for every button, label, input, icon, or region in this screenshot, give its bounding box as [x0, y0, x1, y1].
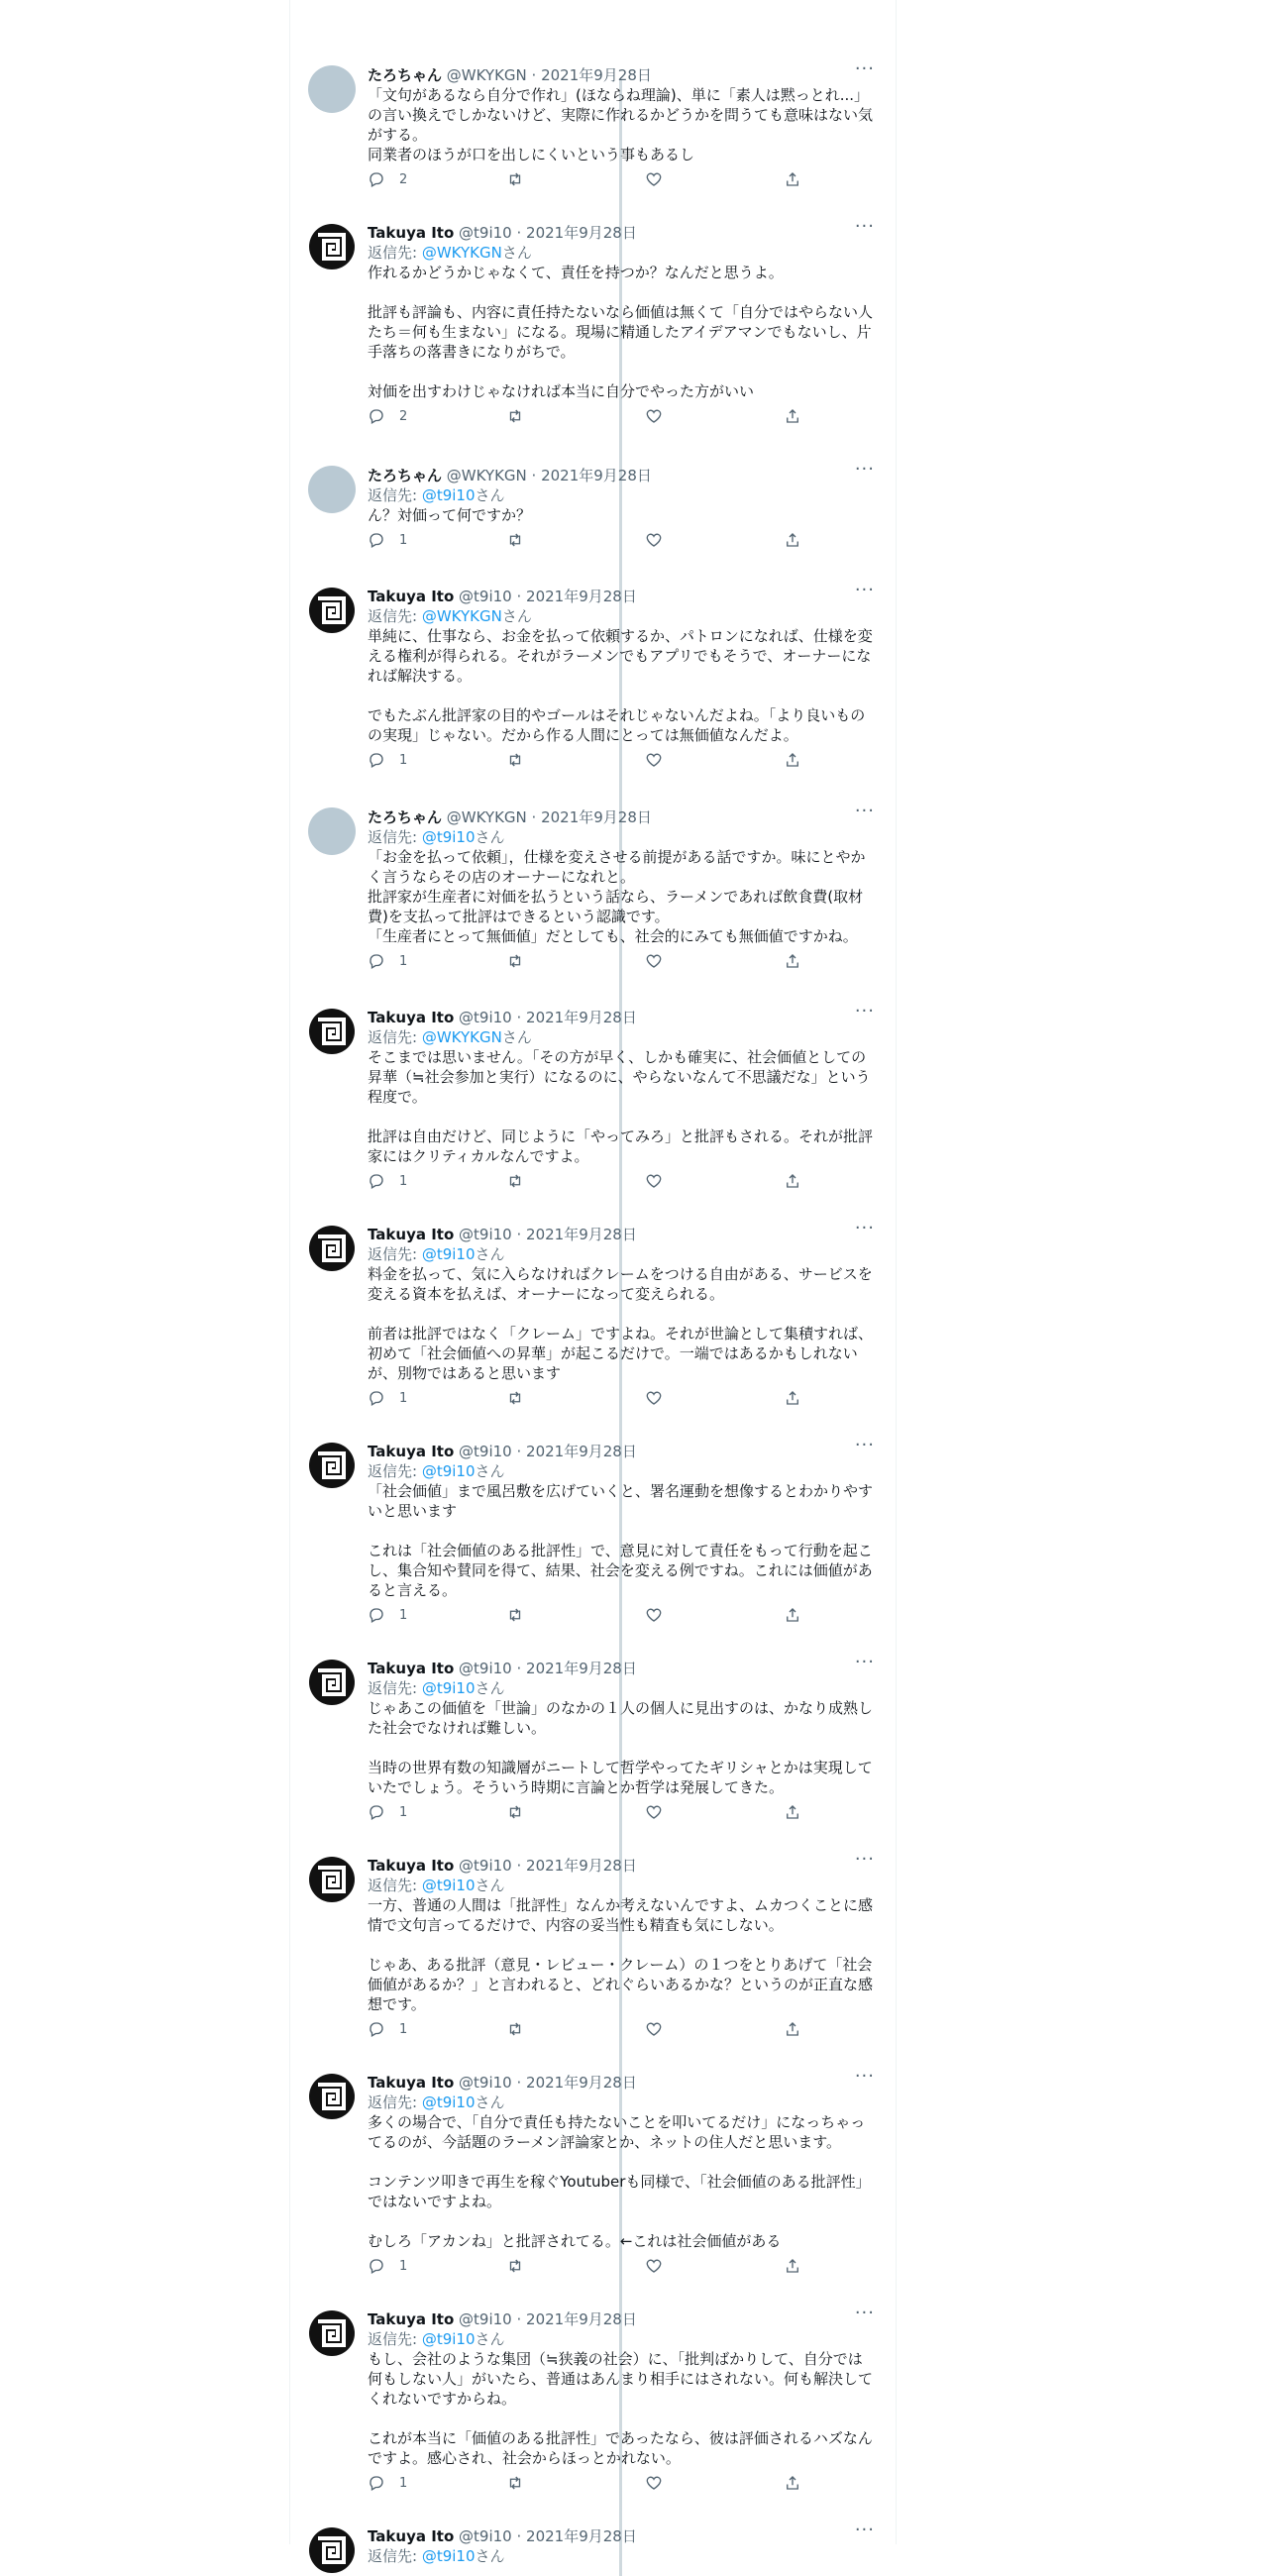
share-button[interactable] — [784, 531, 801, 549]
avatar[interactable] — [308, 2309, 356, 2357]
more-icon[interactable]: ··· — [854, 801, 875, 821]
tweet-header — [368, 459, 875, 485]
logo-icon — [308, 223, 356, 270]
reply-button[interactable] — [368, 751, 407, 769]
retweet-button[interactable] — [506, 751, 524, 769]
tweet-header — [368, 58, 875, 85]
reply-label: 返信先: — [368, 2330, 422, 2348]
reply-label: 返信先: — [368, 1679, 422, 1697]
author-handle[interactable]: @WKYKGN — [446, 808, 527, 826]
reply-button[interactable] — [368, 1803, 407, 1821]
tweet-text: 「文句があるなら自分で作れ」(ほならね理論)、単に「素人は黙っとれ...」の言い換えでしかないけど、実際に作れるかどうかを問うても意味はない気がする。 同業者のほうが口を出しにくいという事もあるし — [368, 86, 874, 163]
reply-count: 2 — [399, 171, 408, 187]
reply-icon — [368, 2474, 385, 2492]
reply-icon — [368, 2257, 385, 2275]
heart-icon — [645, 1172, 663, 1190]
retweet-button[interactable] — [506, 407, 524, 425]
reply-suffix: さん — [501, 244, 532, 262]
reply-icon — [368, 1172, 385, 1190]
author-handle[interactable]: @t9i10 — [459, 1226, 512, 1243]
separator-dot: · — [511, 2310, 527, 2328]
reply-to — [368, 2546, 875, 2566]
tweet-body — [368, 2066, 875, 2277]
reply-mention[interactable]: @t9i10 — [421, 1679, 476, 1697]
retweet-icon — [506, 1803, 524, 1821]
logo-icon — [308, 2073, 356, 2120]
logo-icon — [308, 587, 356, 634]
reply-count: 1 — [399, 2475, 408, 2491]
reply-to — [368, 1461, 875, 1481]
heart-icon — [645, 170, 663, 188]
separator-dot: · — [511, 1009, 527, 1026]
author-handle[interactable]: @t9i10 — [459, 224, 512, 242]
separator-dot: · — [511, 588, 527, 605]
reply-count: 1 — [399, 1390, 408, 1406]
tweet-actions — [368, 2474, 875, 2494]
heart-icon — [645, 1803, 663, 1821]
tweet-date[interactable]: 2021年9月28日 — [541, 467, 652, 484]
reply-label: 返信先: — [368, 1245, 422, 1263]
tweet-body — [368, 1435, 875, 1626]
tweet-date[interactable]: 2021年9月28日 — [526, 2074, 637, 2092]
reply-mention[interactable]: @WKYKGN — [421, 1028, 502, 1046]
reply-label: 返信先: — [368, 607, 422, 625]
tweet-date[interactable]: 2021年9月28日 — [541, 808, 652, 826]
retweet-icon — [506, 751, 524, 769]
author-handle[interactable]: @WKYKGN — [446, 467, 527, 484]
retweet-icon — [506, 952, 524, 970]
author-handle[interactable]: @WKYKGN — [446, 66, 527, 84]
avatar[interactable] — [308, 1659, 356, 1706]
reply-mention[interactable]: @t9i10 — [421, 1877, 476, 1894]
reply-suffix: さん — [475, 486, 505, 504]
like-button[interactable] — [645, 1172, 663, 1190]
heart-icon — [645, 1606, 663, 1624]
reply-count: 1 — [399, 532, 408, 548]
share-button[interactable] — [784, 170, 801, 188]
reply-suffix: さん — [475, 828, 505, 846]
heart-icon — [645, 1389, 663, 1407]
share-icon — [784, 2257, 801, 2275]
avatar[interactable] — [308, 223, 356, 270]
tweet-header — [368, 1001, 875, 1027]
more-icon[interactable]: ··· — [854, 459, 875, 480]
author-handle[interactable]: @t9i10 — [459, 1009, 512, 1026]
tweet-text: じゃあこの価値を「世論」のなかの１人の個人に見出すのは、かなり成熟した社会でなければ難しい。 当時の世界有数の知識層がニートして哲学やってたギリシャとかは実現していたでしょう。そういう時期に言論とか哲学は発展してきた。 — [368, 1699, 874, 1796]
logo-icon — [308, 1856, 356, 1903]
avatar[interactable] — [308, 1856, 356, 1903]
tweet-body — [368, 1001, 875, 1192]
tweet-header — [368, 1652, 875, 1678]
tweet-date[interactable]: 2021年9月28日 — [526, 1443, 637, 1460]
tweet-text: そこまでは思いません。「その方が早く、しかも確実に、社会価値としての昇華（≒社会参加と実行）になるのに、やらないなんて不思議だな」という程度で。 批評は自由だけど、同じように「やってみろ」と批評もされる。それが批評家にはクリティカルなんですよ。 — [368, 1048, 874, 1165]
tweet-date[interactable]: 2021年9月28日 — [526, 224, 637, 242]
share-icon — [784, 1389, 801, 1407]
retweet-button[interactable] — [506, 2257, 524, 2275]
reply-suffix: さん — [475, 1877, 505, 1894]
share-button[interactable] — [784, 2020, 801, 2038]
tweet-header — [368, 2303, 875, 2329]
retweet-button[interactable] — [506, 2474, 524, 2492]
reply-icon — [368, 407, 385, 425]
reply-label: 返信先: — [368, 2547, 422, 2565]
reply-mention[interactable]: @t9i10 — [421, 2330, 476, 2348]
tweet-date[interactable]: 2021年9月28日 — [526, 588, 637, 605]
separator-dot: · — [511, 2527, 527, 2545]
tweet-body — [368, 801, 875, 972]
avatar[interactable] — [308, 1442, 356, 1489]
tweet-body — [368, 2303, 875, 2494]
reply-mention[interactable]: @WKYKGN — [421, 607, 502, 625]
share-button[interactable] — [784, 407, 801, 425]
author-name[interactable]: たろちゃん — [368, 808, 443, 826]
retweet-button[interactable] — [506, 1172, 524, 1190]
logo-icon — [308, 1225, 356, 1272]
avatar[interactable] — [308, 587, 356, 634]
tweet-actions — [368, 170, 875, 190]
reply-to — [368, 2329, 875, 2349]
separator-dot: · — [511, 224, 527, 242]
tweet-header — [368, 2520, 875, 2546]
share-button[interactable] — [784, 2257, 801, 2275]
reply-icon — [368, 2020, 385, 2038]
heart-icon — [645, 531, 663, 549]
more-icon[interactable]: ··· — [854, 580, 875, 600]
separator-dot: · — [526, 66, 542, 84]
reply-mention[interactable]: @t9i10 — [421, 2093, 476, 2111]
share-icon — [784, 170, 801, 188]
author-name[interactable]: たろちゃん — [368, 66, 443, 84]
logo-icon — [308, 1659, 356, 1706]
reply-count: 1 — [399, 2258, 408, 2274]
tweet-actions — [368, 1803, 875, 1823]
reply-label: 返信先: — [368, 244, 422, 262]
reply-count: 1 — [399, 1173, 408, 1189]
share-icon — [784, 531, 801, 549]
author-name[interactable]: たろちゃん — [368, 467, 443, 484]
tweet-actions — [368, 2020, 875, 2040]
more-icon[interactable]: ··· — [854, 1001, 875, 1021]
reply-to — [368, 1678, 875, 1698]
share-button[interactable] — [784, 1172, 801, 1190]
reply-label: 返信先: — [368, 828, 422, 846]
tweet-body — [368, 1849, 875, 2040]
author-name[interactable]: Takuya Ito — [368, 2310, 455, 2328]
like-button[interactable] — [645, 407, 663, 425]
reply-mention[interactable]: @WKYKGN — [421, 244, 502, 262]
heart-icon — [645, 952, 663, 970]
retweet-button[interactable] — [506, 2020, 524, 2038]
author-name[interactable]: Takuya Ito — [368, 2074, 455, 2092]
reply-suffix: さん — [475, 1462, 505, 1480]
reply-label: 返信先: — [368, 1028, 422, 1046]
reply-button[interactable] — [368, 2020, 407, 2038]
like-button[interactable] — [645, 2474, 663, 2492]
reply-suffix: さん — [475, 2093, 505, 2111]
avatar[interactable] — [308, 2526, 356, 2574]
tweet-header — [368, 801, 875, 827]
reply-to — [368, 1876, 875, 1895]
reply-button[interactable] — [368, 170, 407, 188]
tweet-text: ん？対価って何ですか？ — [368, 506, 532, 524]
reply-to — [368, 1244, 875, 1264]
author-name[interactable]: Takuya Ito — [368, 1009, 455, 1026]
reply-suffix: さん — [475, 2547, 505, 2565]
separator-dot: · — [511, 1857, 527, 1875]
author-name[interactable]: Takuya Ito — [368, 224, 455, 242]
reply-icon — [368, 1606, 385, 1624]
reply-button[interactable] — [368, 2257, 407, 2275]
tweet-text: 一方、普通の人間は「批評性」なんか考えないんですよ、ムカつくことに感情で文句言ってるだけで、内容の妥当性も精査も気にしない。 じゃあ、ある批評（意見・レビュー・クレーム）の１つをとりあげて「社会価値があるか？」と言われると、どれぐらいあるかな？というのが正直な感想です。 — [368, 1896, 874, 2013]
retweet-icon — [506, 2257, 524, 2275]
author-handle[interactable]: @t9i10 — [459, 588, 512, 605]
reply-mention[interactable]: @t9i10 — [421, 828, 476, 846]
reply-to — [368, 485, 875, 505]
avatar[interactable] — [308, 1008, 356, 1055]
reply-mention[interactable]: @t9i10 — [421, 1245, 476, 1263]
like-button[interactable] — [645, 1803, 663, 1821]
share-icon — [784, 1803, 801, 1821]
retweet-icon — [506, 407, 524, 425]
more-icon[interactable]: ··· — [854, 58, 875, 79]
heart-icon — [645, 2020, 663, 2038]
tweet-text: もし、会社のような集団（≒狭義の社会）に、「批判ばかりして、自分では何もしない人」がいたら、普通はあんまり相手にはされない。何も解決してくれないですからね。 これが本当に「価値のある批評性」であったなら、彼は評価されるハズなんですよ。感心され、社会からほっとかれない。 — [368, 2350, 874, 2467]
share-icon — [784, 407, 801, 425]
tweet-actions — [368, 751, 875, 771]
reply-suffix: さん — [501, 607, 532, 625]
author-handle[interactable]: @t9i10 — [459, 2527, 512, 2545]
like-button[interactable] — [645, 952, 663, 970]
tweet-body — [368, 216, 875, 427]
more-icon[interactable]: ··· — [854, 1218, 875, 1238]
share-icon — [784, 2020, 801, 2038]
share-icon — [784, 1172, 801, 1190]
reply-suffix: さん — [501, 1028, 532, 1046]
tweet-body — [368, 2520, 875, 2566]
logo-icon — [308, 2309, 356, 2357]
reply-count: 1 — [399, 752, 408, 768]
reply-label: 返信先: — [368, 486, 422, 504]
tweet-date[interactable]: 2021年9月28日 — [526, 2310, 637, 2328]
more-icon[interactable]: ··· — [854, 1435, 875, 1455]
reply-suffix: さん — [475, 1679, 505, 1697]
tweet-body — [368, 1652, 875, 1823]
retweet-icon — [506, 2020, 524, 2038]
reply-count: 1 — [399, 1804, 408, 1820]
reply-icon — [368, 170, 385, 188]
separator-dot: · — [511, 1660, 527, 1677]
heart-icon — [645, 407, 663, 425]
reply-to — [368, 2093, 875, 2112]
reply-icon — [368, 531, 385, 549]
avatar[interactable] — [308, 2073, 356, 2120]
tweet-actions — [368, 407, 875, 427]
reply-label: 返信先: — [368, 1877, 422, 1894]
separator-dot: · — [526, 808, 542, 826]
reply-mention[interactable]: @t9i10 — [421, 2547, 476, 2565]
reply-button[interactable] — [368, 1606, 407, 1624]
author-name[interactable]: Takuya Ito — [368, 2527, 455, 2545]
tweet-header — [368, 1435, 875, 1461]
more-icon[interactable]: ··· — [854, 2066, 875, 2087]
separator-dot: · — [511, 2074, 527, 2092]
reply-mention[interactable]: @t9i10 — [421, 486, 476, 504]
reply-button[interactable] — [368, 531, 407, 549]
share-icon — [784, 1606, 801, 1624]
heart-icon — [645, 2474, 663, 2492]
author-handle[interactable]: @t9i10 — [459, 1443, 512, 1460]
reply-icon — [368, 1389, 385, 1407]
tweet-actions — [368, 1606, 875, 1626]
reply-to — [368, 1027, 875, 1047]
like-button[interactable] — [645, 1389, 663, 1407]
share-icon — [784, 952, 801, 970]
tweet-date[interactable]: 2021年9月28日 — [526, 1009, 637, 1026]
reply-mention[interactable]: @t9i10 — [421, 1462, 476, 1480]
tweet-actions — [368, 531, 875, 551]
retweet-button[interactable] — [506, 170, 524, 188]
reply-count: 2 — [399, 408, 408, 424]
tweet-text: 作れるかどうかじゃなくて、責任を持つか？なんだと思うよ。 批評も評論も、内容に責任持たないなら価値は無くて「自分ではやらない人たち＝何も生まない」になる。現場に精通したアイデアマンでもないし、片手落ちの落書きになりがちで。 対価を出すわけじゃなければ本当に自分でやった方がいい — [368, 264, 874, 400]
tweet-actions — [368, 952, 875, 972]
avatar[interactable] — [308, 807, 356, 855]
share-button[interactable] — [784, 1389, 801, 1407]
retweet-icon — [506, 1606, 524, 1624]
reply-to — [368, 827, 875, 847]
reply-button[interactable] — [368, 2474, 407, 2492]
tweet-body — [368, 58, 875, 190]
tweet-text: 「お金を払って依頼」，仕様を変えさせる前提がある話ですか。味にとやかく言うならその店のオーナーになれと。 批評家が生産者に対価を払うという話なら、ラーメンであれば飲食費(取材費)を支払って批評はできるという認識です。 「生産者にとって無価値」だとしても、社会的にみても無価値ですかね。 — [368, 848, 866, 945]
more-icon[interactable]: ··· — [854, 2520, 875, 2540]
reply-button[interactable] — [368, 1172, 407, 1190]
tweet-date[interactable]: 2021年9月28日 — [526, 1226, 637, 1243]
author-name[interactable]: Takuya Ito — [368, 1443, 455, 1460]
logo-icon — [308, 1442, 356, 1489]
separator-dot: · — [511, 1443, 527, 1460]
reply-to — [368, 606, 875, 626]
more-icon[interactable]: ··· — [854, 1849, 875, 1870]
share-icon — [784, 751, 801, 769]
tweet-header — [368, 2066, 875, 2093]
like-button[interactable] — [645, 1606, 663, 1624]
reply-label: 返信先: — [368, 1462, 422, 1480]
reply-to — [368, 243, 875, 263]
tweet-body — [368, 580, 875, 771]
logo-icon — [308, 2526, 356, 2574]
share-button[interactable] — [784, 751, 801, 769]
share-button[interactable] — [784, 2474, 801, 2492]
heart-icon — [645, 2257, 663, 2275]
logo-icon — [308, 1008, 356, 1055]
reply-suffix: さん — [475, 2330, 505, 2348]
tweet-date[interactable]: 2021年9月28日 — [526, 1857, 637, 1875]
retweet-button[interactable] — [506, 531, 524, 549]
like-button[interactable] — [645, 2020, 663, 2038]
author-handle[interactable]: @t9i10 — [459, 1660, 512, 1677]
tweet-text: 単純に、仕事なら、お金を払って依頼するか、パトロンになれば、仕様を変える権利が得られる。それがラーメンでもアプリでもそうで、オーナーになれば解決する。 でもたぶん批評家の目的やゴールはそれじゃないんだよね。「より良いものの実現」じゃない。だから作る人間にとっては無価値なんだよ。 — [368, 627, 873, 744]
tweet-date[interactable]: 2021年9月28日 — [526, 2527, 637, 2545]
retweet-icon — [506, 1172, 524, 1190]
retweet-icon — [506, 1389, 524, 1407]
author-name[interactable]: Takuya Ito — [368, 1660, 455, 1677]
author-name[interactable]: Takuya Ito — [368, 1226, 455, 1243]
separator-dot: · — [511, 1226, 527, 1243]
share-button[interactable] — [784, 952, 801, 970]
retweet-icon — [506, 170, 524, 188]
retweet-button[interactable] — [506, 1606, 524, 1624]
like-button[interactable] — [645, 531, 663, 549]
like-button[interactable] — [645, 2257, 663, 2275]
tweet-date[interactable]: 2021年9月28日 — [541, 66, 652, 84]
reply-icon — [368, 952, 385, 970]
share-button[interactable] — [784, 1803, 801, 1821]
tweet-body — [368, 1218, 875, 1409]
tweet-header — [368, 580, 875, 606]
retweet-button[interactable] — [506, 1389, 524, 1407]
tweet-body — [368, 459, 875, 551]
like-button[interactable] — [645, 170, 663, 188]
retweet-button[interactable] — [506, 1803, 524, 1821]
avatar[interactable] — [308, 1225, 356, 1272]
author-name[interactable]: Takuya Ito — [368, 1857, 455, 1875]
tweet-header — [368, 216, 875, 243]
tweet-actions — [368, 1172, 875, 1192]
reply-count: 1 — [399, 1607, 408, 1623]
author-handle[interactable]: @t9i10 — [459, 2310, 512, 2328]
author-handle[interactable]: @t9i10 — [459, 1857, 512, 1875]
author-name[interactable]: Takuya Ito — [368, 588, 455, 605]
reply-icon — [368, 751, 385, 769]
tweet-header — [368, 1218, 875, 1244]
timeline-column — [289, 0, 897, 2565]
reply-suffix: さん — [475, 1245, 505, 1263]
reply-count: 1 — [399, 2021, 408, 2037]
reply-count: 1 — [399, 953, 408, 969]
author-handle[interactable]: @t9i10 — [459, 2074, 512, 2092]
tweet-text: 「社会価値」まで風呂敷を広げていくと、署名運動を想像するとわかりやすいと思います これは「社会価値のある批評性」で、意見に対して責任をもって行動を起こし、集合知や賛同を得て、結果、社会を変える例ですね。これには価値があると言える。 — [368, 1482, 874, 1599]
retweet-button[interactable] — [506, 952, 524, 970]
more-icon[interactable]: ··· — [854, 216, 875, 237]
more-icon[interactable]: ··· — [854, 2303, 875, 2323]
reply-label: 返信先: — [368, 2093, 422, 2111]
tweet-actions — [368, 2257, 875, 2277]
reply-button[interactable] — [368, 952, 407, 970]
tweet-actions — [368, 1389, 875, 1409]
tweet-text: 多くの場合で、「自分で責任も持たないことを叩いてるだけ」になっちゃってるのが、今話題のラーメン評論家とか、ネットの住人だと思います。 コンテンツ叩きで再生を稼ぐYoutuberも同様で、「社会価値のある批評性」ではないですよね。 むしろ「アカンね」と批評されてる。←これは社会価値がある — [368, 2113, 871, 2250]
tweet-header — [368, 1849, 875, 1876]
tweet-date[interactable]: 2021年9月28日 — [526, 1660, 637, 1677]
avatar[interactable] — [308, 65, 356, 113]
tweet-text: 料金を払って、気に入らなければクレームをつける自由がある、サービスを変える資本を払えば、オーナーになって変えられる。 前者は批評ではなく「クレーム」ですよね。それが世論として集積すれば、初めて「社会価値への昇華」が起こるだけで。一端ではあるかもしれないが、別物ではあると思います — [368, 1265, 874, 1382]
heart-icon — [645, 751, 663, 769]
avatar[interactable] — [308, 466, 356, 513]
retweet-icon — [506, 2474, 524, 2492]
reply-button[interactable] — [368, 407, 407, 425]
share-icon — [784, 2474, 801, 2492]
retweet-icon — [506, 531, 524, 549]
separator-dot: · — [526, 467, 542, 484]
reply-icon — [368, 1803, 385, 1821]
share-button[interactable] — [784, 1606, 801, 1624]
more-icon[interactable]: ··· — [854, 1652, 875, 1672]
like-button[interactable] — [645, 751, 663, 769]
reply-button[interactable] — [368, 1389, 407, 1407]
